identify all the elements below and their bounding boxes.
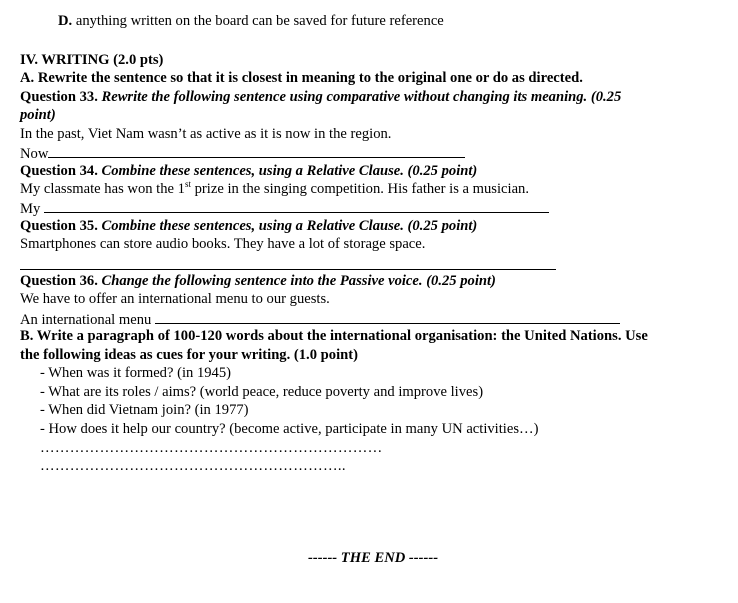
question-36-sentence: We have to offer an international menu to our guests. <box>20 291 330 307</box>
cue-item: - When was it formed? (in 1945) <box>40 365 232 381</box>
question-33-answer[interactable] <box>20 143 465 163</box>
question-instruction: Combine these sentences, using a Relative Clause. (0.25 point) <box>97 163 478 179</box>
part-b-title-line-1: B. Write a paragraph of 100-120 words about the international organisation: the United Nations. Use <box>20 328 648 344</box>
writing-dotted-line[interactable]: …………………………………………………….. <box>40 458 346 474</box>
answer-prefix: Now <box>20 146 49 162</box>
question-33-sentence: In the past, Viet Nam wasn’t as active as it is now in the region. <box>20 126 392 142</box>
question-33-heading <box>20 88 621 106</box>
option-letter: D. <box>58 13 73 29</box>
question-label: Question 35. <box>20 218 98 234</box>
answer-blank[interactable] <box>155 309 620 324</box>
question-35-heading <box>20 217 477 235</box>
writing-dotted-line[interactable]: …………………………………………………………… <box>40 440 383 456</box>
sentence-part: prize in the singing competition. His father is a musician. <box>190 181 529 197</box>
question-35-sentence: Smartphones can store audio books. They have a lot of storage space. <box>20 236 426 252</box>
answer-blank[interactable] <box>44 198 549 213</box>
ordinal-suffix: st <box>184 179 191 190</box>
answer-prefix: An international menu <box>20 312 152 328</box>
cue-item: - When did Vietnam join? (in 1977) <box>40 402 249 418</box>
section-title: IV. WRITING (2.0 pts) <box>20 52 164 68</box>
question-label: Question 34. <box>20 163 98 179</box>
option-text: anything written on the board can be saved for future reference <box>72 13 444 29</box>
answer-blank[interactable] <box>48 143 465 158</box>
question-34-heading <box>20 162 477 180</box>
cue-item: - What are its roles / aims? (world peace, reduce poverty and improve lives) <box>40 384 484 400</box>
end-marker: ------ THE END ------ <box>308 550 439 566</box>
part-a-title: A. Rewrite the sentence so that it is closest in meaning to the original one or do as directed. <box>20 70 583 86</box>
question-36-answer[interactable] <box>20 309 620 329</box>
answer-prefix: My <box>20 201 41 217</box>
part-b-title-line-2: the following ideas as cues for your writing. (1.0 point) <box>20 347 358 363</box>
question-35-answer-blank[interactable] <box>20 268 556 270</box>
question-instruction: Change the following sentence into the Passive voice. (0.25 point) <box>97 273 496 289</box>
question-instruction: Rewrite the following sentence using comparative without changing its meaning. (0.25 <box>97 89 622 105</box>
cue-item: - How does it help our country? (become active, participate in many UN activities…) <box>40 421 539 437</box>
question-label: Question 36. <box>20 273 98 289</box>
question-36-heading <box>20 272 496 290</box>
question-34-sentence <box>20 180 529 198</box>
question-instruction: Combine these sentences, using a Relative Clause. (0.25 point) <box>97 218 478 234</box>
sentence-part: My classmate has won the 1 <box>20 181 185 197</box>
question-34-answer[interactable] <box>20 198 549 218</box>
answer-option-d <box>58 12 444 30</box>
question-33-instruction-cont: point) <box>20 107 56 123</box>
question-label: Question 33. <box>20 89 98 105</box>
